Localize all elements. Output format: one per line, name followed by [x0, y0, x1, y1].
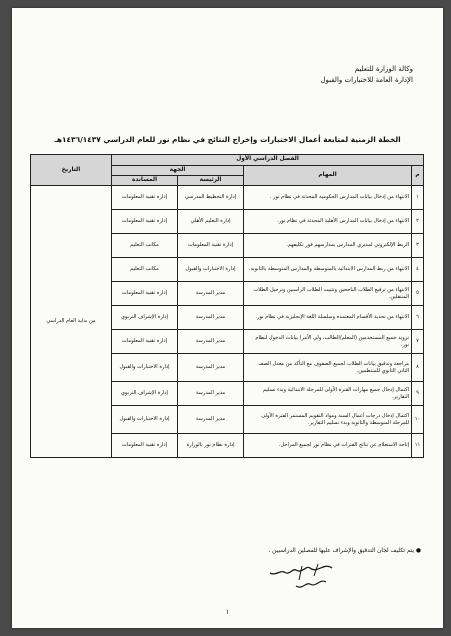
task-cell: تزويد جميع المستخدمين (المعلم/الطالب، ولي الأمر) بيانات الدخول لنظام نور.	[244, 330, 412, 354]
date-cell: من بداية العام الدراسي	[31, 186, 112, 458]
task-cell: اكتمال إدخال جميع مهارات الفترة الأولى للمرحلة الابتدائية وبدء تسليم التقارير.	[244, 382, 412, 406]
table-row	[31, 186, 424, 210]
lead-cell: مدير المدرسة	[178, 354, 244, 382]
lead-cell: إدارة الاختبارات والقبول	[178, 258, 244, 282]
task-cell: مراجعة وتدقيق بيانات الطلاب لجميع الصفوف مع التأكد من معدل الصف الثاني الثانوي للمنتظمين.	[244, 354, 412, 382]
task-cell: الربط الإلكتروني لمديري المدارس بمدارسهم فور تكليفهم.	[244, 234, 412, 258]
document-page	[12, 8, 443, 628]
lead-cell: إدارة التعليم الأهلي	[178, 210, 244, 234]
lead-cell: إدارة نظام نور بالوزارة	[178, 434, 244, 458]
bullet-icon: ●	[414, 548, 421, 554]
date-header: التاريخ	[31, 155, 112, 186]
row-number: ٤	[412, 258, 424, 282]
support-cell: إدارة تقنية المعلومات	[112, 330, 178, 354]
row-number: ٧	[412, 330, 424, 354]
ministry-agency: وكالة الوزارة للتعليم	[354, 65, 413, 73]
support-cell: إدارة تقنية المعلومات	[112, 282, 178, 306]
support-cell: إدارة الإشراف التربوي	[112, 382, 178, 406]
support-cell: مكاتب التعليم	[112, 258, 178, 282]
footnote	[268, 548, 421, 554]
lead-cell: مدير المدرسة	[178, 382, 244, 406]
support-cell: إدارة الاختبارات والقبول	[112, 406, 178, 434]
document-title: الخطة الزمنية لمتابعة أعمال الاختبارات وإخراج النتائج في نظام نور للعام الدراسي ١٤٣٦/١٤٣٧هـ	[54, 135, 401, 144]
row-number: ١٠	[412, 406, 424, 434]
row-number: ٨	[412, 354, 424, 382]
lead-cell: مدير المدرسة	[178, 282, 244, 306]
row-number: ٣	[412, 234, 424, 258]
support-cell: مكاتب التعليم	[112, 234, 178, 258]
row-number: ٩	[412, 382, 424, 406]
support-cell: إدارة الإشراف التربوي	[112, 306, 178, 330]
task-cell: الانتهاء من ربط المدارس الابتدائية بالمتوسطة والمدارس المتوسطة بالثانوية.	[244, 258, 412, 282]
party-header: الجهة	[112, 166, 244, 176]
lead-cell: مدير المدرسة	[178, 306, 244, 330]
row-number: ٢	[412, 210, 424, 234]
support-cell: إدارة تقنية المعلومات	[112, 434, 178, 458]
footnote-text: يتم تكليف لجان التدقيق والإشراف عليها للفصلين الدراسيين .	[268, 548, 415, 554]
row-number: ٦	[412, 306, 424, 330]
lead-cell: إدارة تقنية المعلومات	[178, 234, 244, 258]
schedule-table	[30, 154, 424, 458]
department-name: الإدارة العامة للاختبارات والقبول	[320, 76, 413, 84]
task-cell: إتاحة الاستعلام عن نتائج الفترات في نظام نور لجميع المراحل.	[244, 434, 412, 458]
lead-cell: مدير المدرسة	[178, 406, 244, 434]
task-cell: الانتهاء من إدخال بيانات المدارس الأهلية المحدثة في نظام نور.	[244, 210, 412, 234]
task-cell: الانتهاء من تحديد الأقسام المعتمدة وسلسلة اللغة الإنجليزية في نظام نور.	[244, 306, 412, 330]
lead-header: الرئيسة	[178, 176, 244, 186]
number-header: م	[412, 166, 424, 186]
task-cell: اكتمال إدخال درجات أعمال السنة ومواد التقويم المستمر الفترة الأولى للمرحلة المتوسطة والثانوية وبدء تسليم التقارير.	[244, 406, 412, 434]
lead-cell: إدارة التخطيط المدرسي	[178, 186, 244, 210]
task-cell: الانتهاء من إدخال بيانات المدارس الحكومية المحدثة في نظام نور .	[244, 186, 412, 210]
row-number: ١	[412, 186, 424, 210]
row-number: ١١	[412, 434, 424, 458]
support-cell: إدارة الاختبارات والقبول	[112, 354, 178, 382]
support-header: المساندة	[112, 176, 178, 186]
support-cell: إدارة تقنية المعلومات	[112, 186, 178, 210]
lead-cell: مدير المدرسة	[178, 330, 244, 354]
period-header: الفصل الدراسي الأول	[112, 155, 424, 166]
row-number: ٥	[412, 282, 424, 306]
page-number: ١	[225, 608, 230, 616]
task-cell: الانتهاء من ترفيع الطلاب الناجحين وتثبيت الطلاب الراسبين وترحيل الطلاب المنتقلين.	[244, 282, 412, 306]
letterhead	[320, 64, 413, 86]
handwritten-signature	[262, 560, 337, 594]
support-cell: إدارة تقنية المعلومات	[112, 210, 178, 234]
tasks-header: المهام	[244, 166, 412, 186]
